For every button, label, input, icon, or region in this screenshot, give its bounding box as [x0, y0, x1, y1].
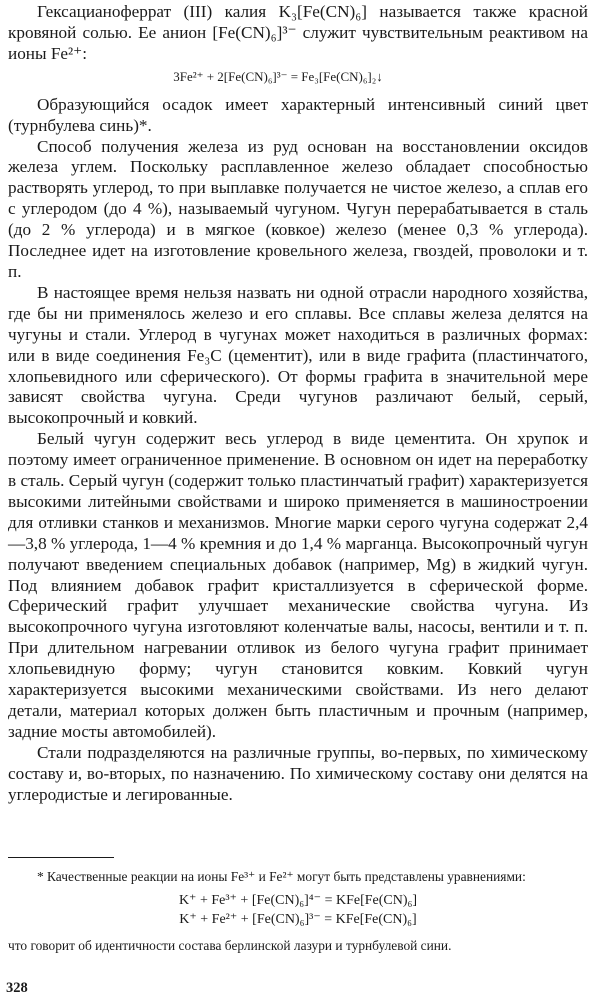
paragraph-cast-iron-types: Белый чугун содержит весь углерод в виде цементита. Он хрупок и поэтому имеет ограниченное применение. В основном он идет на переработку в сталь. Серый чугун (содержит только пластинчатый графит) характеризуется высокими литейными свойствами и широко применяется в машиностроении для отливки станков и механизмов. Многие марки серого чугуна содержат 2,4—3,8 % углерода, 1—4 % кремния и до 1,4 % марганца. Высокопрочный чугун получают введением специальных добавок (например, Mg) в жидкий чугун. Под влиянием добавок графит кристаллизуется в сферической форме. Сферический графит улучшает механические свойства чугуна. Из высокопрочного чугуна изготовляют коленчатые валы, насосы, вентили и т. п. При длительном нагревании отливок из белого чугуна графит принимает хлопьевидную форму; чугун становится ковким. Ковкий чугун характеризуется высокими механическими свойствами. Из него делают детали, материал которых должен быть пластичным и прочным (например, задние мосты автомобилей).	[8, 429, 588, 741]
paragraph-precipitate: Образующийся осадок имеет характерный интенсивный синий цвет (турнбулева синь)*.	[8, 94, 588, 135]
footnote-divider	[8, 857, 114, 858]
footnote-equations	[8, 891, 588, 929]
footnote-intro: * Качественные реакции на ионы Fe³⁺ и Fe²⁺ могут быть представлены уравнениями:	[37, 869, 526, 884]
paragraph-red-blood-salt: Гексацианоферрат (III) калия K₃[Fe(CN)₆] называется также красной кровяной солью. Ее анион [Fe(CN)₆]³⁻ служит чувствительным реактивом на ионы Fe²⁺:	[8, 2, 588, 63]
equation-turnbull-blue: 3Fe²⁺ + 2[Fe(CN)₆]³⁻ = Fe₃[Fe(CN)₆]₂↓	[173, 68, 383, 84]
paragraph-steels: Стали подразделяются на различные группы, во-первых, по химическому составу и, во-вторых, по назначению. По химическому составу они делятся на углеродистые и легированные.	[8, 742, 588, 804]
page-number: 328	[6, 980, 28, 996]
main-text	[8, 2, 588, 806]
paragraph-iron-production: Способ получения железа из руд основан на восстановлении оксидов железа углем. Поскольку расплавленное железо обладает способностью растворять углерод, то при выплавке получается не чистое железо, а сплав его с углеродом (до 4 %), называемый чугуном. Чугун перерабатывается в сталь (до 2 % углерода) и в мягкое (ковкое) железо (менее 0,3 % углерода). Последнее идет на изготовление кровельного железа, гвоздей, проволоки и т. п.	[8, 136, 588, 281]
footnote-equation-ferric: K⁺ + Fe³⁺ + [Fe(CN)₆]⁴⁻ = KFe[Fe(CN)₆]	[178, 893, 418, 908]
footnote-equation-ferrous: K⁺ + Fe²⁺ + [Fe(CN)₆]³⁻ = KFe[Fe(CN)₆]	[179, 912, 417, 927]
footnote	[8, 868, 588, 955]
paragraph-iron-alloys: В настоящее время нельзя назвать ни одной отрасли народного хозяйства, где бы ни применялось железо и его сплавы. Все сплавы железа делятся на чугуны и стали. Углерод в чугунах может находиться в различных формах: или в виде соединения Fe₃C (цементит), или в виде графита (пластинчатого, хлопьевидного или сферического). От формы графита в значительной мере зависят свойства чугуна. Среди чугунов различают белый, серый, высокопрочный и ковкий.	[8, 282, 588, 428]
footnote-conclusion: что говорит об идентичности состава берлинской лазури и турнбулевой сини.	[8, 938, 452, 953]
